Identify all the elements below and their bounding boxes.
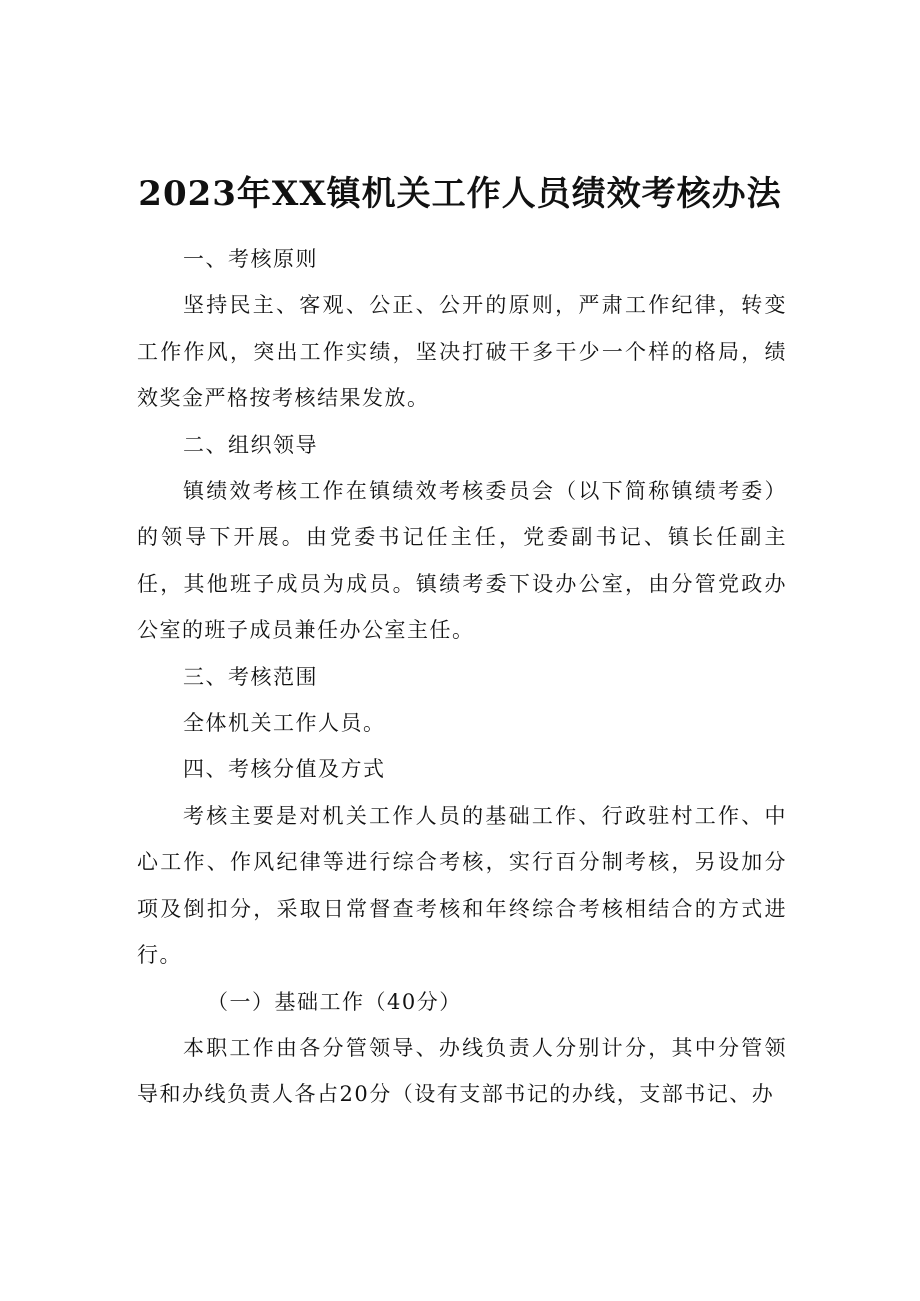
section-heading-principles: 一、考核原则: [183, 247, 318, 271]
paragraph-basic-work: 本职工作由各分管领导、办线负责人分别计分，其中分管领导和办线负责人各占20分（设有支部书记的办线，支部书记、办: [137, 1035, 787, 1107]
paragraph-scope: 全体机关工作人员。: [183, 711, 386, 736]
subsection-heading-basic-work: （一）基础工作（40分）: [207, 989, 462, 1014]
paragraph-organization: 镇绩效考核工作在镇绩效考核委员会（以下简称镇绩考委）的领导下开展。由党委书记任主任，党委副书记、镇长任副主任，其他班子成员为成员。镇绩考委下设办公室，由分管党政办公室的班子成员兼任办公室主任。: [137, 479, 787, 643]
document-title: 2023年XX镇机关工作人员绩效考核办法: [138, 174, 782, 214]
section-heading-organization: 二、组织领导: [183, 432, 318, 457]
section-heading-scope: 三、考核范围: [183, 664, 318, 689]
paragraph-scoring: 考核主要是对机关工作人员的基础工作、行政驻村工作、中心工作、作风纪律等进行综合考核，实行百分制考核，另设加分项及倒扣分，采取日常督查考核和年终综合考核相结合的方式进行。: [137, 803, 787, 968]
paragraph-principles: 坚持民主、客观、公正、公开的原则，严肃工作纪律，转变工作作风，突出工作实绩，坚决打破干多干少一个样的格局，绩效奖金严格按考核结果发放。: [137, 293, 787, 411]
document-body: [137, 236, 787, 1118]
section-heading-scoring: 四、考核分值及方式: [183, 757, 386, 782]
